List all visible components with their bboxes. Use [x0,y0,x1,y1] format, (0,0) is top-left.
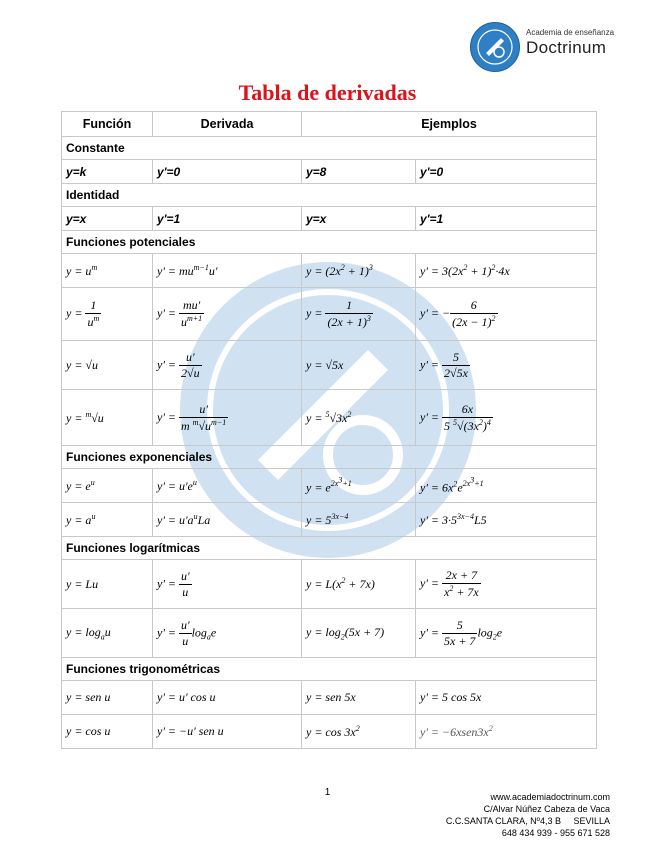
page-number: 1 [324,787,331,798]
formula-cell: y = $^m$√u [62,390,153,446]
formula-cell: $y = u^m$ [62,254,153,288]
cell-funcion: y=x [62,207,153,231]
formula-cell: $y' = -6xsen3x^2$ [416,715,597,749]
section-row [62,137,597,160]
table-row [62,715,597,749]
formula-cell: y' = u' cos u [153,681,302,715]
formula-cell: $y = \cos 3x^2$ [302,715,416,749]
formula-cell: $y' = mu^{m-1}u'$ [153,254,302,288]
formula-cell: y' = 5 cos 5x [416,681,597,715]
header-ejemplos: Ejemplos [302,112,597,137]
table-row [62,254,597,288]
formula-cell: $y' = 3\cdot 5^{3x-4}L5$ [416,503,597,537]
formula-cell: y = cos u [62,715,153,749]
formula-cell: y = Lu [62,560,153,609]
section-potenciales: Funciones potenciales [62,231,597,254]
formula-cell: $y = e^{2x^3+1}$ [302,469,416,503]
footer-street: C/Alvar Núñez Cabeza de Vaca [483,804,610,814]
formula-cell: y' = $\frac{5}{5x + 7}$ $\log_2e$ [416,609,597,658]
formula-cell: $y = a^u$ [62,503,153,537]
section-row [62,537,597,560]
academy-logo [470,22,620,70]
table-row [62,341,597,390]
formula-cell: y' = $\frac{2x + 7}{x^2 + 7x}$ [416,560,597,609]
cell-ejemplo-derivada: y'=0 [416,160,597,184]
formula-cell: y' = −u' sen u [153,715,302,749]
footer-contact [446,791,610,839]
footer-web: www.academiadoctrinum.com [490,792,610,802]
formula-cell: $y' = u'a^uLa$ [153,503,302,537]
formula-cell: y' = − $\frac{6}{(2x - 1)^2}$ [416,288,597,341]
table-row [62,469,597,503]
formula-cell: $y = L(x^2 + 7x)$ [302,560,416,609]
section-row [62,658,597,681]
cell-funcion: y=k [62,160,153,184]
derivatives-table [61,111,597,749]
section-row [62,231,597,254]
formula-cell: y' = $\frac{5}{2√5x}$ [416,341,597,390]
formula-cell: y = √5x [302,341,416,390]
section-row [62,446,597,469]
header-funcion: Función [62,112,153,137]
formula-cell: y' = $\frac{mu'}{u^{m+1}}$ [153,288,302,341]
page-title: Tabla de derivadas [238,80,417,105]
table-row [62,160,597,184]
table-row [62,609,597,658]
table-row [62,390,597,446]
formula-cell: $y' = u'e^u$ [153,469,302,503]
section-identidad: Identidad [62,184,597,207]
logo-emblem-icon [470,22,520,72]
formula-cell: y' = $\frac{u'}{2√u}$ [153,341,302,390]
section-constante: Constante [62,137,597,160]
table-row [62,288,597,341]
formula-cell: y = $\frac{1}{(2x + 1)^3}$ [302,288,416,341]
section-trigonometricas: Funciones trigonométricas [62,658,597,681]
formula-cell: y = √u [62,341,153,390]
header-derivada: Derivada [153,112,302,137]
formula-cell: y' = $\frac{u'}{m ^m√u^{m-1}}$ [153,390,302,446]
formula-cell: y = sen 5x [302,681,416,715]
formula-cell: y' = $\frac{u'}{u}$ [153,560,302,609]
cell-ejemplo: y=x [302,207,416,231]
formula-cell: y' = $\frac{6x}{5 ^5√(3x^2)^4}$ [416,390,597,446]
formula-cell: $y = e^u$ [62,469,153,503]
logo-name: Doctrinum [526,38,607,57]
table-row [62,681,597,715]
formula-cell: $y = 5^{3x-4}$ [302,503,416,537]
logo-subtitle: Academia de enseñanza [526,28,615,37]
formula-cell: $y' = 6x^2e^{2x^3+1}$ [416,469,597,503]
formula-cell: $y = (2x^2 + 1)^3$ [302,254,416,288]
formula-cell: y = $\frac{1}{u^m}$ [62,288,153,341]
formula-cell: y' = $\frac{u'}{u}$ $\log_ae$ [153,609,302,658]
cell-ejemplo: y=8 [302,160,416,184]
formula-cell: $y = \log_au$ [62,609,153,658]
cell-derivada: y'=0 [153,160,302,184]
table-row [62,503,597,537]
table-row [62,207,597,231]
section-row [62,184,597,207]
cell-ejemplo-derivada: y'=1 [416,207,597,231]
formula-cell: $y' = 3(2x^2 + 1)^2\cdot 4x$ [416,254,597,288]
section-exponenciales: Funciones exponenciales [62,446,597,469]
footer-phone: 648 434 939 - 955 671 528 [501,828,610,838]
section-logaritmicas: Funciones logarítmicas [62,537,597,560]
formula-cell: y = sen u [62,681,153,715]
table-row [62,560,597,609]
cell-derivada: y'=1 [153,207,302,231]
footer-city: C.C.SANTA CLARA, Nº4,3 B SEVILLA [445,816,610,826]
formula-cell: $y = ^5√3x^2$ [302,390,416,446]
formula-cell: $y = \log_2(5x + 7)$ [302,609,416,658]
table-header-row [62,112,597,137]
